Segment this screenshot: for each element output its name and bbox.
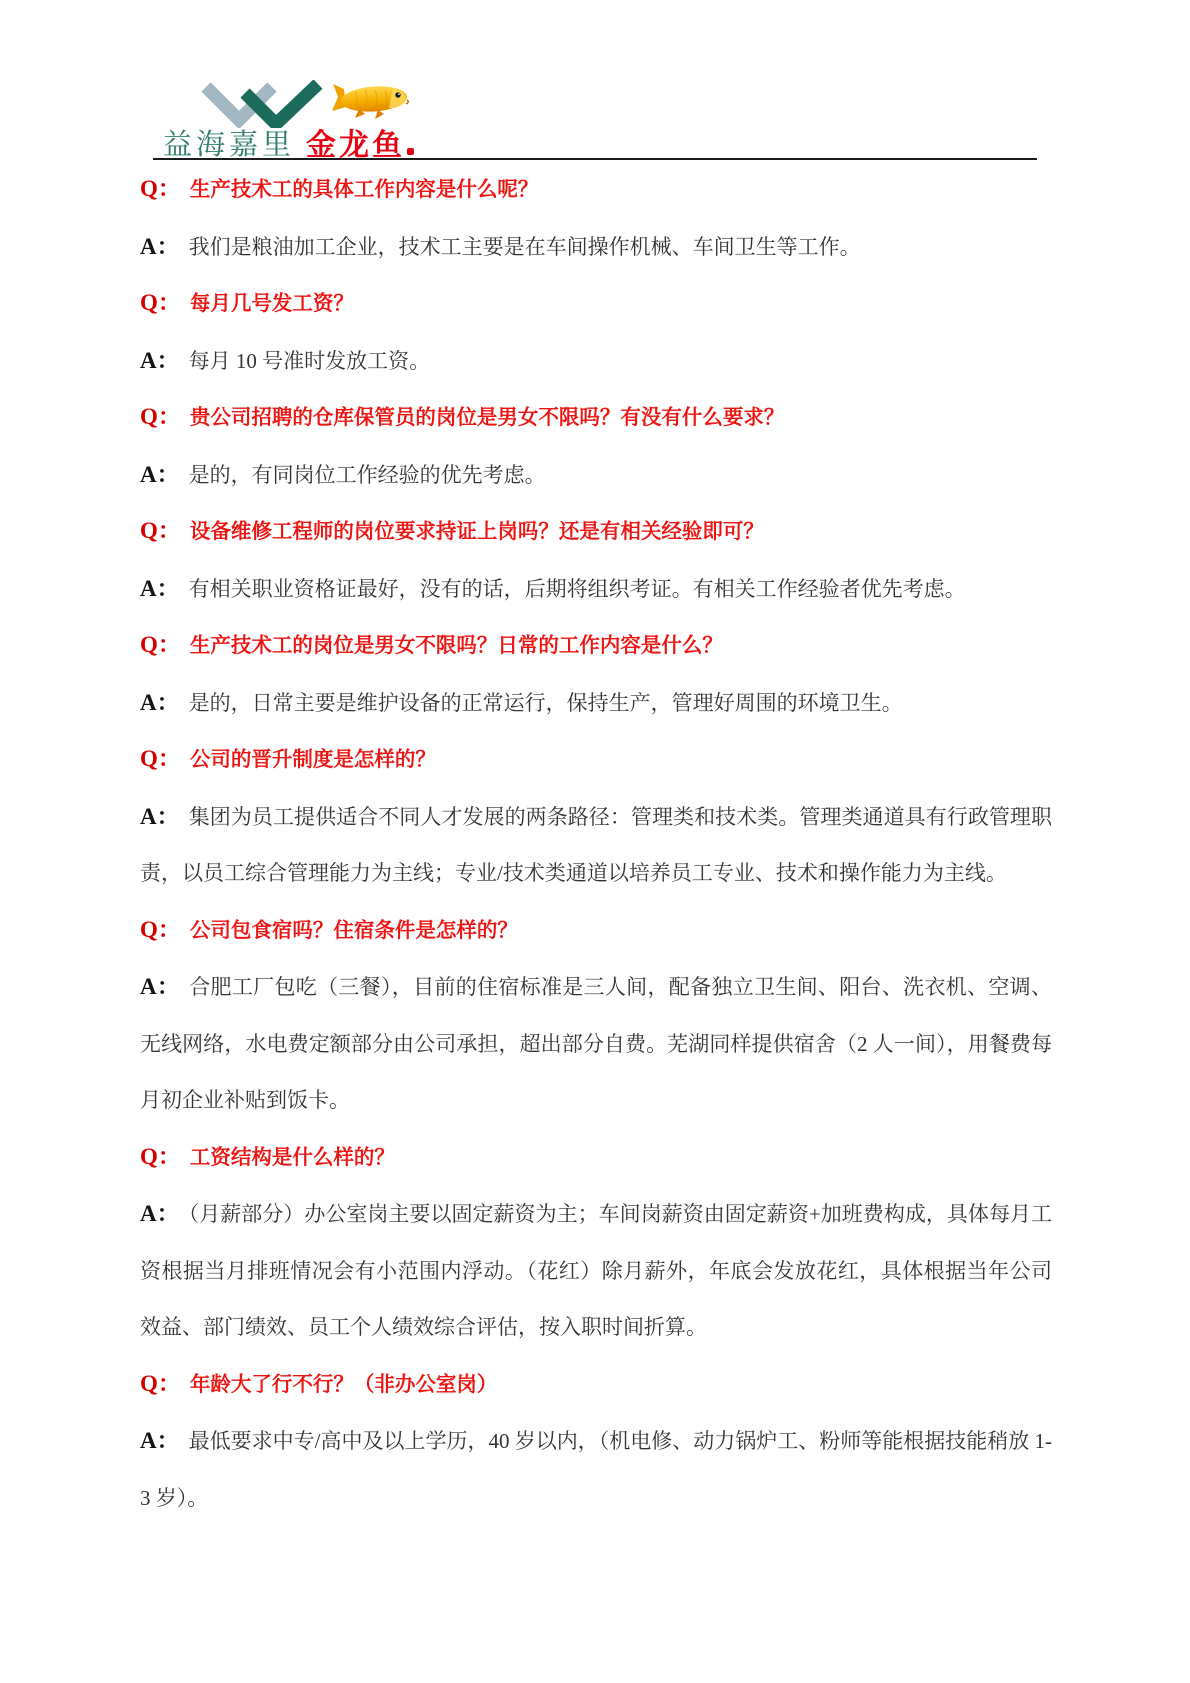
answer-text: 每月 10 号准时发放工资。 [188,348,431,373]
answer-row [140,333,1052,390]
question-text: 公司的晋升制度是怎样的？ [189,748,436,771]
question-row [140,503,1052,561]
answer-text: 集团为员工提供适合不同人才发展的两条路径：管理类和技术类。管理类通道具有行政管理职责，以员工综合管理能力为主线；专业/技术类通道以培养员工专业、技术和操作能力为主线。 [140,804,1052,885]
answer-text: 是的，日常主要是维护设备的正常运行，保持生产，管理好周围的环境卫生。 [188,690,903,715]
answer-row [140,959,1052,1129]
a-label: A： [140,803,180,829]
q-label: Q： [140,518,181,543]
document-header [153,70,1037,160]
question-row [140,902,1052,960]
question-row [140,731,1052,789]
question-text: 贵公司招聘的仓库保管员的岗位是男女不限吗？有没有什么要求？ [189,406,785,429]
a-label: A： [140,1201,180,1226]
answer-text: 最低要求中专/高中及以上学历，40 岁以内，（机电修、动力锅炉工、粉师等能根据技能稍放 1-3 岁）。 [140,1429,1052,1510]
answer-row [140,675,1052,732]
question-text: 生产技术工的岗位是男女不限吗？日常的工作内容是什么？ [189,634,723,657]
yihai-kerry-logo-text: 益海嘉里 [163,129,296,161]
a-label: A： [140,461,180,487]
answer-row [140,561,1052,618]
golden-fish-icon [331,80,413,122]
a-label: A： [140,1428,180,1453]
question-text: 生产技术工的具体工作内容是什么呢？ [189,178,539,201]
q-label: Q： [140,1370,181,1396]
question-row [140,161,1052,219]
q-label: Q： [140,1143,181,1169]
answer-text: 合肥工厂包吃（三餐），目前的住宿标准是三人间，配备独立卫生间、阳台、洗衣机、空调、无线网络，水电费定额部分由公司承担，超出部分自费。芜湖同样提供宿舍（2 人一间），用餐费每月初企业补贴到饭卡。 [140,975,1052,1112]
q-label: Q： [140,404,181,429]
answer-row [140,789,1052,902]
a-label: A： [140,575,180,601]
answer-text: （月薪部分）办公室岗主要以固定薪资为主；车间岗薪资由固定薪资+加班费构成，具体每月工资根据当月排班情况会有小范围内浮动。（花红）除月薪外，年底会发放花红，具体根据当年公司效益、部门绩效、员工个人绩效综合评估，按入职时间折算。 [140,1202,1052,1339]
q-label: Q： [140,746,181,771]
arowana-dot-mark [407,148,414,155]
q-label: Q： [140,290,181,315]
answer-text: 是的，有同岗位工作经验的优先考虑。 [188,462,546,487]
arowana-logo-characters: 金龙鱼 [306,129,405,162]
question-row [140,1129,1052,1187]
a-label: A： [140,233,180,259]
arowana-logo-text [306,120,414,164]
question-text: 每月几号发工资？ [189,292,354,315]
answer-row [140,1186,1052,1356]
answer-row [140,219,1052,276]
question-row [140,617,1052,675]
a-label: A： [140,689,180,715]
question-row [140,389,1052,447]
question-text: 公司包食宿吗？住宿条件是怎样的？ [189,918,518,942]
answer-text: 我们是粮油加工企业，技术工主要是在车间操作机械、车间卫生等工作。 [188,234,861,259]
question-text: 年龄大了行不行？（非办公室岗） [189,1372,498,1396]
question-row [140,1356,1052,1414]
a-label: A： [140,974,181,999]
question-text: 设备维修工程师的岗位要求持证上岗吗？还是有相关经验即可？ [189,520,764,543]
q-label: Q： [140,632,181,657]
question-text: 工资结构是什么样的？ [189,1145,395,1169]
a-label: A： [140,347,180,373]
answer-row [140,1413,1052,1526]
q-label: Q： [140,176,181,201]
q-label: Q： [140,916,181,942]
faq-list [140,161,1052,1526]
answer-row [140,447,1052,504]
question-row [140,275,1052,333]
answer-text: 有相关职业资格证最好，没有的话，后期将组织考证。有相关工作经验者优先考虑。 [188,576,966,601]
